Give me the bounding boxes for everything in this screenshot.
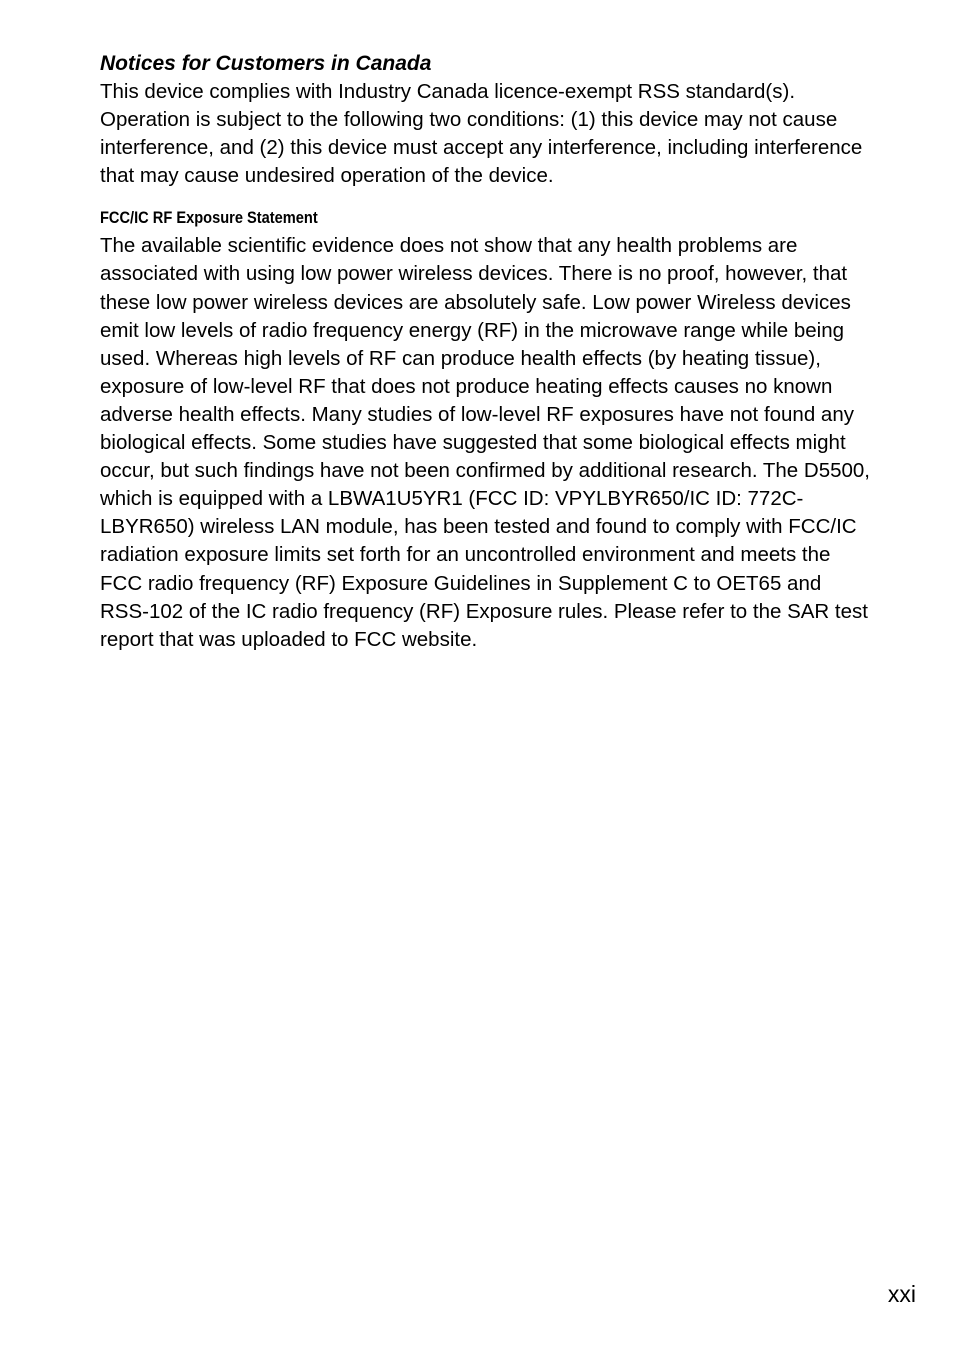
section-heading-canada: Notices for Customers in Canada (100, 52, 432, 75)
section-canada-notice (100, 50, 870, 190)
page-number: xxi (887, 1281, 916, 1307)
section-rf-exposure (100, 204, 870, 653)
section-body-rf-exposure: The available scientific evidence does not show that any health problems are associated with using low power wireless devices. There is no proof, however, that these low power wireless devices are absolutely safe. Low power Wireless devices emit low levels of radio frequency energy (RF) in the microwave range while being used. Whereas high levels of RF can produce health effects (by heating tissue), exposure of low-level RF that does not produce heating effects causes no known adverse health effects. Many studies of low-level RF exposures have not found any biological effects. Some studies have suggested that some biological effects might occur, but such findings have not been confirmed by additional research. The D5500, which is equipped with a LBWA1U5YR1 (FCC ID: VPYLBYR650/IC ID: 772C-LBYR650) wireless LAN module, has been tested and found to comply with FCC/IC radiation exposure limits set forth for an uncontrolled environment and meets the FCC radio frequency (RF) Exposure Guidelines in Supplement C to OET65 and RSS-102 of the IC radio frequency (RF) Exposure rules. Please refer to the SAR test report that was uploaded to FCC website. (100, 234, 870, 651)
page-content (100, 50, 870, 668)
section-heading-rf-exposure: FCC/IC RF Exposure Statement (100, 208, 318, 228)
section-body-canada: This device complies with Industry Canada licence-exempt RSS standard(s). Operation is subject to the following two conditions: (1) this device may not cause interference, and (2) this device must accept any interference, including interference that may cause undesired operation of the device. (100, 80, 863, 188)
